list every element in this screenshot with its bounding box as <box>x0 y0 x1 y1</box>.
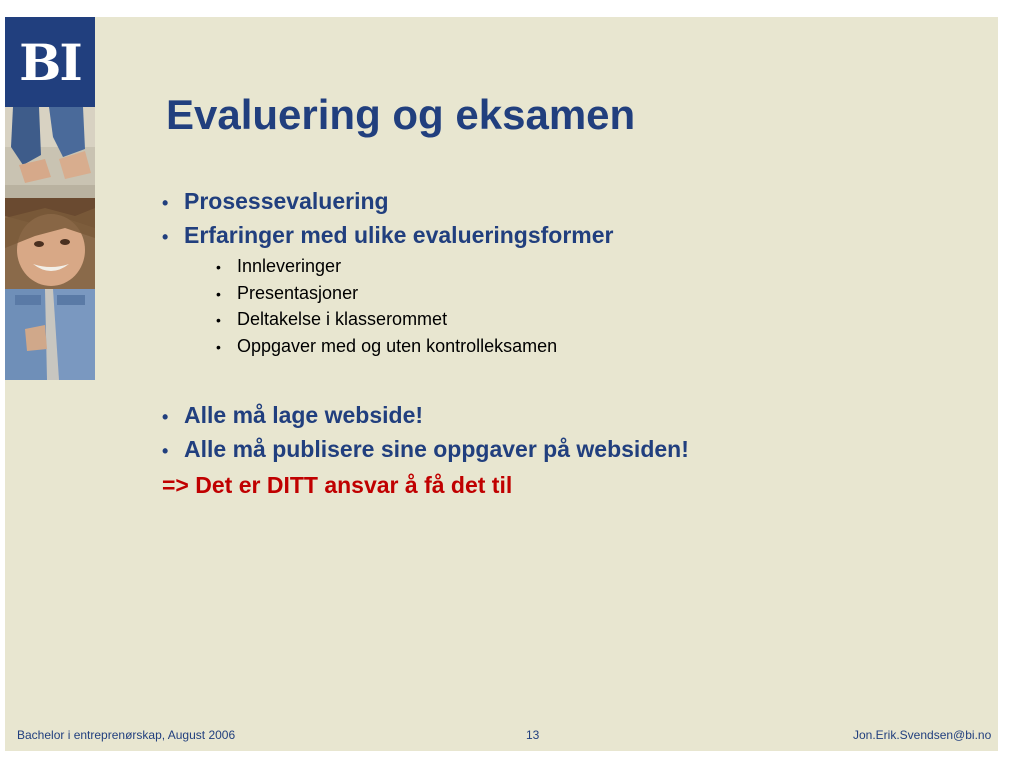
spacer <box>162 362 962 402</box>
photo-feet <box>5 107 95 198</box>
sub-bullet-item <box>162 283 962 310</box>
bullet-item <box>162 188 962 222</box>
bullet-dot: • <box>216 259 221 275</box>
sub-bullet-text: Innleveringer <box>237 256 342 276</box>
bullet-text: Alle må lage webside! <box>184 402 424 428</box>
footer-course: Bachelor i entreprenørskap, August 2006 <box>17 728 236 742</box>
sub-bullet-text: Presentasjoner <box>237 282 359 303</box>
bullet-text: Erfaringer med ulike evalueringsformer <box>184 222 614 248</box>
bullet-dot: • <box>162 441 169 461</box>
bullet-dot: • <box>162 227 169 247</box>
bullet-dot: • <box>162 407 169 427</box>
slide-title: Evaluering og eksamen <box>166 91 636 138</box>
sub-bullet-text: Oppgaver med og uten kontrolleksamen <box>237 335 558 356</box>
bullet-dot: • <box>216 338 221 355</box>
sub-bullet-item <box>162 309 962 336</box>
photo-jeans <box>5 289 95 380</box>
bullet-text: Prosessevaluering <box>184 188 389 214</box>
bullet-item <box>162 222 962 256</box>
photo-face <box>5 198 95 289</box>
bullet-item <box>162 402 962 436</box>
sub-bullet-item <box>162 256 962 283</box>
sub-bullet-item <box>162 336 962 363</box>
bullet-dot: • <box>216 285 221 302</box>
responsibility-note: => Det er DITT ansvar å få det til <box>162 472 513 498</box>
bi-logo <box>5 17 95 107</box>
bullet-dot: • <box>216 312 221 328</box>
bullet-list <box>162 188 962 506</box>
bullet-text: Alle må publisere sine oppgaver på websiden! <box>184 436 689 462</box>
sub-bullet-text: Deltakelse i klasserommet <box>237 309 448 329</box>
logo-text: BI <box>19 33 81 92</box>
footer-email: Jon.Erik.Svendsen@bi.no <box>853 728 992 742</box>
bullet-dot: • <box>162 193 169 213</box>
footer-page-number: 13 <box>526 728 540 742</box>
bullet-item <box>162 436 962 470</box>
